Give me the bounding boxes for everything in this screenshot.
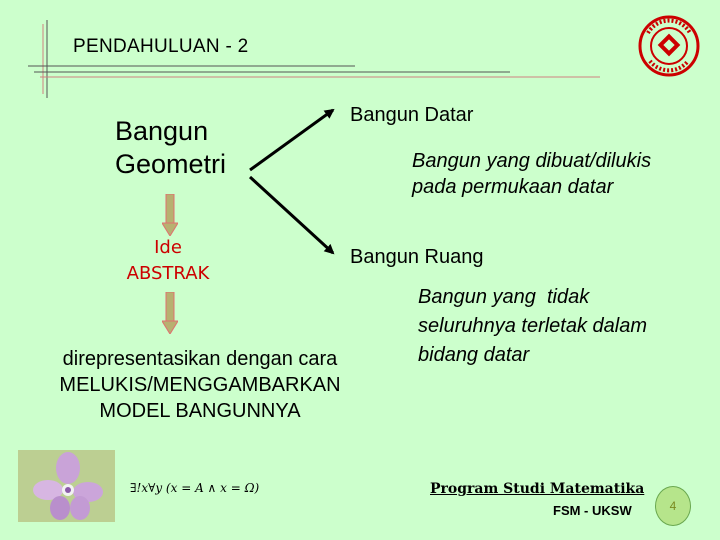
idea-line-2: ABSTRAK [126, 263, 210, 284]
bangun-datar-title: Bangun Datar [350, 104, 474, 126]
bangun-ruang-description [418, 283, 647, 370]
arrow-to-bangun-datar [250, 110, 333, 170]
logic-formula: ∃!x∀y (x = A ∧ x = Ω) [130, 481, 260, 495]
bangun-ruang-title: Bangun Ruang [350, 246, 484, 268]
solid-desc-line-3: bidang datar [418, 344, 530, 366]
flat-desc-line-2: pada permukaan datar [412, 176, 614, 198]
solid-desc-line-2: seluruhnya terletak dalam [418, 315, 648, 337]
flat-desc-line-1: Bangun yang dibuat/dilukis [412, 150, 652, 172]
bangun-datar-description [412, 148, 651, 200]
program-link[interactable]: Program Studi Matematika [430, 481, 645, 497]
desc-line-1: direpresentasikan dengan cara [62, 348, 338, 370]
flower-image [18, 450, 115, 522]
heading-line-1: Bangun [115, 116, 209, 146]
page-number: 4 [669, 499, 677, 513]
idea-line-1: Ide [154, 237, 182, 258]
solid-desc-line-1: Bangun yang tidak [418, 286, 590, 308]
slide-title: PENDAHULUAN - 2 [73, 36, 249, 57]
desc-line-2: MELUKIS/MENGGAMBARKAN [59, 374, 341, 396]
heading-line-2: Geometri [115, 149, 227, 179]
desc-line-3: MODEL BANGUNNYA [99, 400, 301, 422]
arrow-to-bangun-ruang [250, 177, 333, 253]
faculty-label: FSM - UKSW [553, 503, 632, 518]
page-number-badge [655, 486, 691, 526]
